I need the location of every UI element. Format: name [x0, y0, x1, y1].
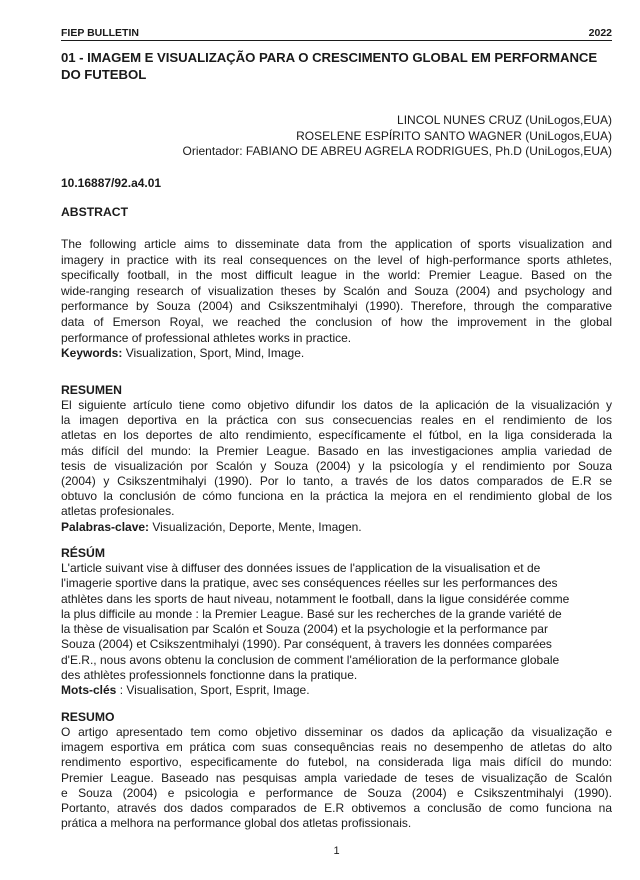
keywords: [61, 683, 612, 698]
resumo-text: [61, 725, 612, 831]
abstract-text: [61, 237, 612, 346]
section-heading: ABSTRACT: [61, 205, 129, 219]
section-heading: RESUMEN: [61, 383, 122, 397]
doi: 10.16887/92.a4.01: [61, 176, 162, 190]
title-line: 01 - IMAGEM E VISUALIZAÇÃO PARA O CRESCIMENTO GLOBAL EM PERFORMANCE: [61, 50, 598, 65]
text-line: Portanto, através dos dados comparados de E.R obtivemos a conclusão de como funciona na: [61, 800, 612, 815]
text-line: (2004) y Csikszentmihalyi (1990). Por lo tanto, a través de los datos comparados de E.R se: [61, 473, 612, 488]
resumo-section: [61, 710, 612, 831]
text-line: prática a melhora na performance global dos atletas profissionais.: [61, 816, 412, 831]
text-line: más difícil del mundo: la Premier League. Basado en las investigaciones amplia variedad de: [61, 443, 612, 458]
keywords-values: : Visualisation, Sport, Esprit, Image.: [116, 683, 310, 698]
title-line: DO FUTEBOL: [61, 67, 147, 82]
text-line: performance by Souza (2004) and Csikszentmihalyi (1990). Therefore, through the comparative: [61, 299, 612, 314]
text-line: atletas en los deportes de alto rendimiento, específicamente el fútbol, en la liga considerada la: [61, 428, 612, 443]
resum-section: [61, 546, 612, 699]
text-line: la thèse de visualisation par Scalón et Souza (2004) et la psychologie et la performance par: [61, 622, 548, 637]
text-line: la imagen deportiva en la práctica con sus consecuencias reales en el rendimiento de los: [61, 413, 612, 428]
text-line: L'article suivant vise à diffuser des données issues de l'application de la visualisation et de: [61, 561, 541, 575]
text-line: imagem esportiva em prática com suas consequências reais no desempenho de atletas do alto: [61, 740, 612, 755]
text-line: specifically football, in the most difficult league in the world: Premier League. Based on the: [61, 268, 612, 283]
text-line: Premier League. Baseado nas pesquisas ampla variedade de teses de visualização de Scalón: [61, 770, 612, 785]
text-line: O artigo apresentado tem como objetivo disseminar os dados da aplicação da visualização e: [61, 725, 612, 739]
text-line: imagery in practice with its real consequences on the level of high-performance sports athletes,: [61, 252, 612, 267]
text-line: des athlètes professionnels fonctionne dans la pratique.: [61, 668, 358, 683]
author: ROSELENE ESPÍRITO SANTO WAGNER (UniLogos,EUA): [296, 128, 612, 143]
author: LINCOL NUNES CRUZ (UniLogos,EUA): [397, 113, 612, 127]
running-header: [61, 27, 612, 41]
text-line: athlètes dans les sports de haut niveau, notamment le football, dans la ligue considérée comme: [61, 591, 570, 606]
section-heading: RESUMO: [61, 710, 115, 724]
text-line: wide-ranging research of visualization theses by Scalón and Souza (2004) and psychology and: [61, 283, 612, 298]
keywords-values: Visualización, Deporte, Mente, Imagen.: [149, 519, 362, 534]
keywords-label: Palabras-clave:: [61, 519, 150, 534]
text-line: data of Emerson Royal, we reached the conclusion of how the improvement in the global: [61, 314, 612, 329]
text-line: The following article aims to disseminate data from the application of sports visualization and: [61, 237, 612, 251]
text-line: d'E.R., nous avons obtenu la conclusion de comment l'amélioration de la performance globale: [61, 652, 560, 667]
section-heading: RÉSÚM: [61, 546, 106, 560]
text-line: atletas profesionales.: [61, 504, 175, 519]
resumen-section: [61, 383, 612, 535]
text-line: l'imagerie sportive dans la pratique, avec ses conséquences réelles sur les performances des: [61, 576, 558, 591]
text-line: e Souza (2004) e psicologia e performance de Souza (2004) e Csikszentmihalyi (1990).: [61, 785, 612, 800]
text-line: performance of professional athletes works in practice.: [61, 330, 352, 345]
page-number: 1: [333, 845, 340, 857]
text-line: El siguiente artículo tiene como objetivo difundir los datos de la aplicación de la visualización y: [61, 398, 612, 412]
resumen-text: [61, 398, 612, 520]
text-line: Souza (2004) et Csikszentmihalyi (1990). Par conséquent, à travers les données comparées: [61, 637, 552, 652]
journal-year: 2022: [588, 27, 612, 39]
keywords-label: Mots-clés: [61, 683, 117, 698]
keywords: [61, 520, 612, 535]
keywords-values: Visualization, Sport, Mind, Image.: [122, 346, 305, 361]
text-line: la plus difficile au monde : la Premier League. Basé sur les recherches de la grande variété de: [61, 606, 562, 621]
text-line: tesis de visualización por Scalón y Souza (2004) y la psicología y el rendimiento por Souza: [61, 458, 612, 473]
text-line: obtuvo la conclusión de cómo funciona en la práctica la mejora en el rendimiento global de los: [61, 489, 612, 504]
advisor: Orientador: FABIANO DE ABREU AGRELA RODRIGUES, Ph.D (UniLogos,EUA): [182, 144, 612, 158]
abstract-section: [61, 205, 612, 361]
author-list: [183, 113, 612, 160]
keywords-label: Keywords:: [61, 346, 123, 361]
resum-text: [61, 561, 612, 683]
text-line: rendimento esportivo, especificamente do futebol, na considerada liga mais difícil do mundo:: [61, 755, 612, 770]
keywords: [61, 346, 612, 361]
journal-name: FIEP BULLETIN: [61, 27, 139, 39]
article-title: [61, 49, 612, 83]
